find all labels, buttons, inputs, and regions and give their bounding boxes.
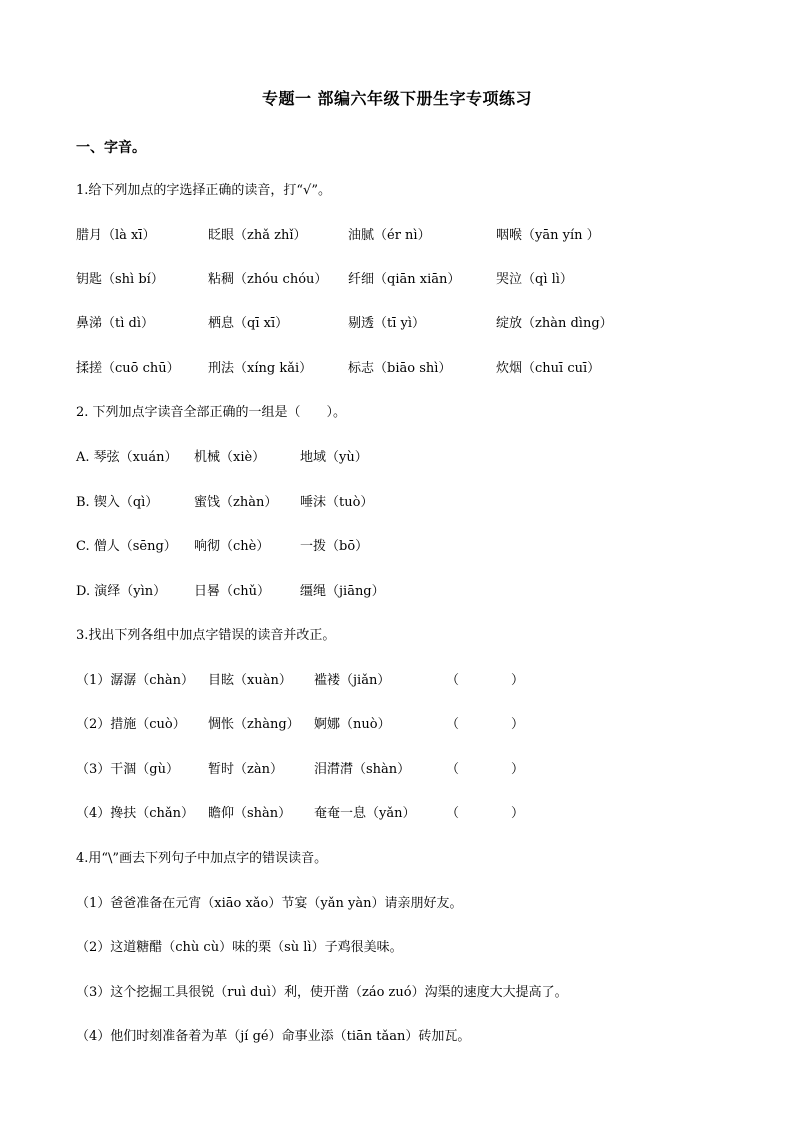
- q1-item: 标志（biāo shì）: [348, 361, 452, 376]
- q3-item: 泪潸潸（shàn）: [314, 762, 411, 777]
- q1-item: 咽喉（yān yín ）: [496, 228, 600, 243]
- q1-item: 绽放（zhàn dìng）: [496, 316, 613, 331]
- q1-item: 鼻涕（tì dì）: [76, 316, 154, 331]
- q3-answer-blank[interactable]: （ ）: [446, 762, 525, 777]
- page-title: 专题一 部编六年级下册生字专项练习: [261, 89, 533, 108]
- q3-item: 瞻仰（shàn）: [208, 806, 292, 821]
- q2-option-b: B. 锲入（qì）: [76, 495, 159, 510]
- q2-option-d-word: 日晷（chǔ）: [194, 584, 271, 599]
- q4-sentence: （4）他们时刻准备着为革（jí gé）命事业添（tiān tǎan）砖加瓦。: [76, 1029, 471, 1044]
- q1-item: 炊烟（chuī cuī）: [496, 361, 601, 376]
- q2-option-d: D. 演绎（yìn）: [76, 584, 167, 599]
- q2-option-a-word: 地域（yù）: [300, 450, 368, 465]
- q4-sentence: （1）爸爸准备在元宵（xiāo xǎo）节宴（yǎn yàn）请亲朋好友。: [76, 896, 463, 911]
- question-1-prompt: 1.给下列加点的字选择正确的读音，打“√”。: [76, 183, 331, 198]
- q1-item: 哭泣（qì lì）: [496, 272, 573, 287]
- question-3-prompt: 3.找出下列各组中加点字错误的读音并改正。: [76, 628, 336, 643]
- q2-option-b-word: 唾沫（tuò）: [300, 495, 374, 510]
- q3-item: （1）潺潺（chàn）: [76, 673, 195, 688]
- q3-item: 奄奄一息（yǎn）: [314, 806, 416, 821]
- q1-item: 眨眼（zhǎ zhǐ）: [208, 228, 307, 243]
- q3-item: 婀娜（nuò）: [314, 717, 391, 732]
- q2-option-d-word: 缰绳（jiāng）: [300, 584, 385, 599]
- q3-item: （2）措施（cuò）: [76, 717, 186, 732]
- q3-answer-blank[interactable]: （ ）: [446, 806, 525, 821]
- q1-item: 钥匙（shì bí）: [76, 272, 164, 287]
- q1-item: 刑法（xíng kǎi）: [208, 361, 313, 376]
- section-heading-pronunciation: 一、字音。: [76, 140, 146, 156]
- q1-item: 油腻（ér nì）: [348, 228, 431, 243]
- q4-sentence: （2）这道糖醋（chù cù）味的栗（sù lì）子鸡很美味。: [76, 940, 403, 955]
- q1-item: 腊月（là xī）: [76, 228, 156, 243]
- q4-sentence: （3）这个挖掘工具很锐（ruì duì）利，使开凿（záo zuó）沟渠的速度大大提高了。: [76, 985, 568, 1000]
- q1-item: 剔透（tī yì）: [348, 316, 426, 331]
- q2-option-c-word: 一拨（bō）: [300, 539, 369, 554]
- question-4-prompt: 4.用“\”画去下列句子中加点字的错误读音。: [76, 851, 328, 866]
- q1-item: 栖息（qī xī）: [208, 316, 289, 331]
- q3-item: 褴褛（jiǎn）: [314, 673, 391, 688]
- q3-answer-blank[interactable]: （ ）: [446, 673, 525, 688]
- q2-option-a-word: 机械（xiè）: [194, 450, 266, 465]
- q3-answer-blank[interactable]: （ ）: [446, 717, 525, 732]
- q2-option-b-word: 蜜饯（zhàn）: [194, 495, 278, 510]
- q1-item: 纤细（qiān xiān）: [348, 272, 461, 287]
- q2-option-c: C. 僧人（sēng）: [76, 539, 177, 554]
- q1-item: 揉搓（cuō chū）: [76, 361, 180, 376]
- q3-item: 惆怅（zhàng）: [208, 717, 300, 732]
- q2-option-a: A. 琴弦（xuán）: [76, 450, 178, 465]
- q1-item: 粘稠（zhóu chóu）: [208, 272, 328, 287]
- q3-item: 目眩（xuàn）: [208, 673, 292, 688]
- q3-item: 暂时（zàn）: [208, 762, 283, 777]
- q3-item: （3）干涸（gù）: [76, 762, 179, 777]
- q3-item: （4）搀扶（chǎn）: [76, 806, 195, 821]
- question-2-prompt: 2. 下列加点字读音全部正确的一组是（ ）。: [76, 405, 347, 420]
- q2-option-c-word: 响彻（chè）: [194, 539, 270, 554]
